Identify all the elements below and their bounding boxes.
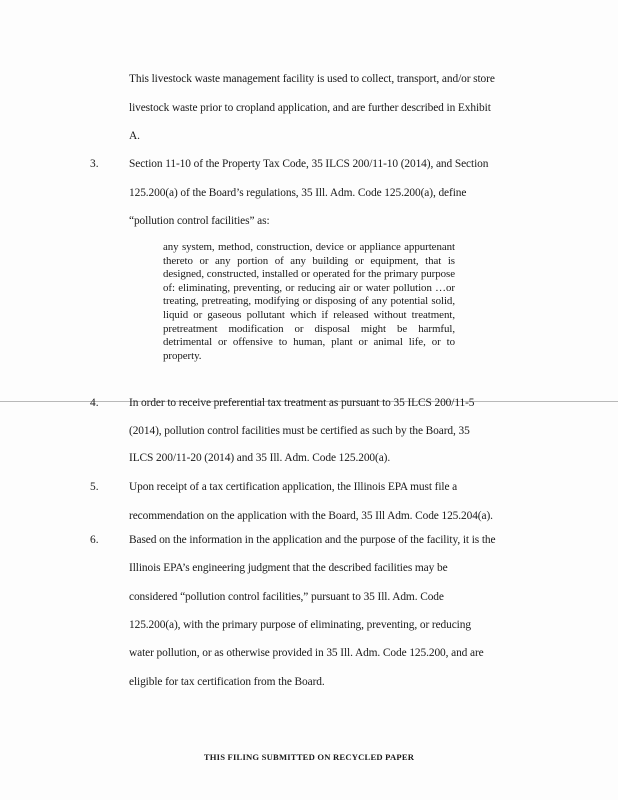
item-3-line-1: Section 11-10 of the Property Tax Code, 35 ILCS 200/11-10 (2014), and Section xyxy=(129,158,489,170)
item-4-line-2: (2014), pollution control facilities must be certified as such by the Board, 35 xyxy=(129,425,470,437)
intro-line-3: A. xyxy=(129,130,140,142)
item-6-line-3: considered “pollution control facilities,” pursuant to 35 Ill. Adm. Code xyxy=(129,591,444,603)
item-5-line-1: Upon receipt of a tax certification application, the Illinois EPA must file a xyxy=(129,481,458,493)
item-6-line-5: water pollution, or as otherwise provided in 35 Ill. Adm. Code 125.200, and are xyxy=(129,647,484,659)
item-number-6: 6. xyxy=(90,534,99,546)
item-4-line-3: ILCS 200/11-20 (2014) and 35 Ill. Adm. Code 125.200(a). xyxy=(129,452,391,464)
intro-line-2: livestock waste prior to cropland application, and are further described in Exhibit xyxy=(129,102,491,114)
item-6-line-2: Illinois EPA’s engineering judgment that the described facilities may be xyxy=(129,562,448,574)
recycled-paper-footer: THIS FILING SUBMITTED ON RECYCLED PAPER xyxy=(203,752,415,762)
item-number-3: 3. xyxy=(90,158,99,170)
item-6-line-4: 125.200(a), with the primary purpose of eliminating, preventing, or reducing xyxy=(129,619,471,631)
item-4-line-1: In order to receive preferential tax treatment as pursuant to 35 ILCS 200/11-5 xyxy=(129,397,475,409)
item-3-line-3: “pollution control facilities” as: xyxy=(129,215,270,227)
item-3-line-2: 125.200(a) of the Board’s regulations, 35 Ill. Adm. Code 125.200(a), define xyxy=(129,187,467,199)
item-5-line-2: recommendation on the application with the Board, 35 Ill Adm. Code 125.204(a). xyxy=(129,510,493,522)
item-6-line-1: Based on the information in the application and the purpose of the facility, it is the xyxy=(129,534,496,546)
item-number-5: 5. xyxy=(90,481,99,493)
item-number-4: 4. xyxy=(90,397,99,409)
item-6-line-6: eligible for tax certification from the Board. xyxy=(129,676,325,688)
intro-line-1: This livestock waste management facility is used to collect, transport, and/or store xyxy=(129,73,495,85)
block-quote: any system, method, construction, device or appliance appurtenant thereto or any portion of any building or equipment, that is designed, constructed, installed or operated for the primary purpose of: eliminating, preventing, or reducing air or water pollution …or treating, pretreating, modifying or disposing of any potential solid, liquid or gaseous pollutant which if released without treatment, pretreatment modification or disposal might be harmful, detrimental or offensive to human, plant or animal life, or to property. xyxy=(163,241,455,362)
